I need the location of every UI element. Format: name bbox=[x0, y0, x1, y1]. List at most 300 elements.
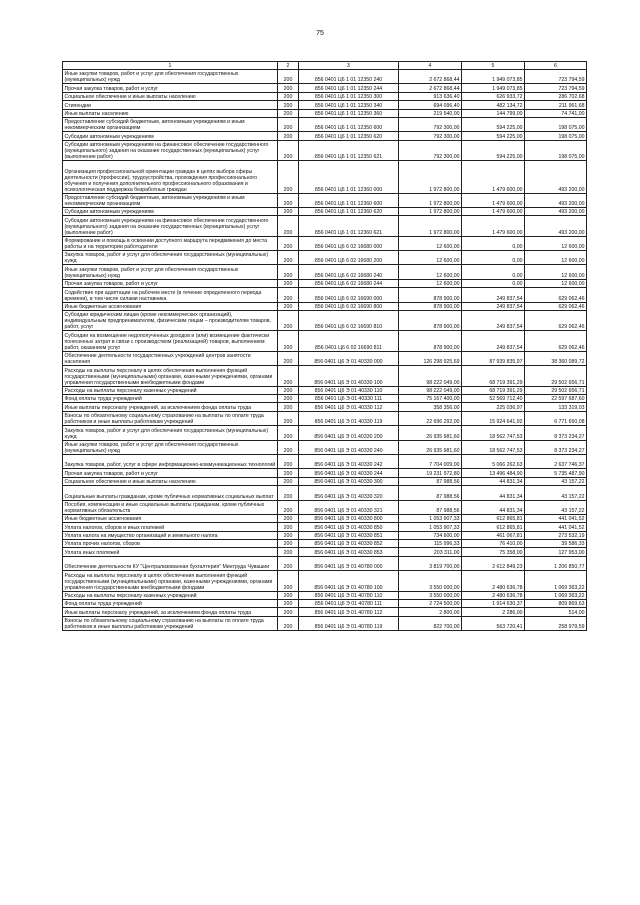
row-line-code: 200 bbox=[278, 140, 299, 160]
row-unexecuted: 629 062,46 bbox=[525, 302, 587, 310]
row-line-code: 200 bbox=[278, 331, 299, 351]
row-budget-code: 856 0401 Ц6 Э 01 40780 111 bbox=[299, 600, 399, 608]
row-unexecuted: 629 062,46 bbox=[525, 331, 587, 351]
row-executed: 1 479 600,00 bbox=[462, 207, 525, 215]
table-row bbox=[63, 109, 587, 117]
row-unexecuted: 1 069 363,22 bbox=[525, 591, 587, 599]
table-row bbox=[63, 351, 587, 365]
row-name: Обеспечение деятельности государственных учреждений центров занятости населения bbox=[63, 351, 278, 365]
table-row bbox=[63, 454, 587, 468]
row-executed: 15 924 641,92 bbox=[462, 411, 525, 425]
row-approved: 75 167 400,00 bbox=[399, 394, 462, 402]
row-line-code: 200 bbox=[278, 302, 299, 310]
row-line-code: 200 bbox=[278, 216, 299, 236]
table-row bbox=[63, 571, 587, 591]
row-name: Закупка товаров, работ и услуг для обеспечения государственных (муниципальных) нужд bbox=[63, 426, 278, 440]
row-executed: 44 831,34 bbox=[462, 500, 525, 514]
table-row bbox=[63, 236, 587, 250]
row-line-code: 200 bbox=[278, 514, 299, 522]
row-executed: 44 831,34 bbox=[462, 477, 525, 485]
row-line-code: 200 bbox=[278, 500, 299, 514]
row-unexecuted: 629 062,46 bbox=[525, 288, 587, 302]
row-unexecuted: 8 373 234,27 bbox=[525, 426, 587, 440]
row-approved: 694 096,40 bbox=[399, 101, 462, 109]
row-executed: 0,00 bbox=[462, 279, 525, 287]
row-line-code: 200 bbox=[278, 426, 299, 440]
row-unexecuted: 29 502 656,71 bbox=[525, 386, 587, 394]
row-executed: 0,00 bbox=[462, 251, 525, 265]
row-approved: 12 600,00 bbox=[399, 251, 462, 265]
table-row bbox=[63, 311, 587, 331]
row-budget-code: 856 0401 Ц6 Э 01 40330 119 bbox=[299, 411, 399, 425]
row-name: Обеспечение деятельности КУ "Централизованная бухгалтерия" Минтруда Чувашии bbox=[63, 556, 278, 570]
row-budget-code: 856 0401 Ц6 1 01 12350 340 bbox=[299, 101, 399, 109]
row-executed: 249 837,54 bbox=[462, 331, 525, 351]
row-unexecuted: 514,00 bbox=[525, 608, 587, 616]
table-row bbox=[63, 193, 587, 207]
row-approved: 792 300,00 bbox=[399, 140, 462, 160]
row-name: Иные выплаты населению bbox=[63, 109, 278, 117]
row-budget-code: 856 0401 Ц6 6 02 16680 240 bbox=[299, 265, 399, 279]
row-budget-code: 856 0401 Ц6 Э 01 40330 853 bbox=[299, 548, 399, 556]
row-approved: 115 996,33 bbox=[399, 540, 462, 548]
row-approved: 1 972 800,00 bbox=[399, 216, 462, 236]
row-unexecuted: 12 600,00 bbox=[525, 236, 587, 250]
row-unexecuted: 29 502 656,71 bbox=[525, 366, 587, 386]
row-approved: 734 600,00 bbox=[399, 531, 462, 539]
row-approved: 792 300,00 bbox=[399, 132, 462, 140]
table-row bbox=[63, 608, 587, 616]
table-row bbox=[63, 84, 587, 92]
col-header-executed: 5 bbox=[462, 62, 525, 70]
row-line-code: 200 bbox=[278, 486, 299, 500]
row-approved: 878 900,00 bbox=[399, 302, 462, 310]
row-line-code: 200 bbox=[278, 540, 299, 548]
row-budget-code: 856 0401 Ц6 Э 01 40780 119 bbox=[299, 616, 399, 630]
row-line-code: 200 bbox=[278, 236, 299, 250]
table-row bbox=[63, 514, 587, 522]
row-budget-code: 856 0401 Ц6 Э 01 40330 244 bbox=[299, 469, 399, 477]
row-name: Социальное обеспечение и иные выплаты населению bbox=[63, 477, 278, 485]
row-budget-code: 856 0401 Ц6 Э 01 40330 100 bbox=[299, 366, 399, 386]
row-approved: 3 550 000,00 bbox=[399, 591, 462, 599]
row-line-code: 200 bbox=[278, 70, 299, 84]
row-approved: 358 356,00 bbox=[399, 403, 462, 411]
row-approved: 1 972 800,00 bbox=[399, 207, 462, 215]
row-executed: 249 837,54 bbox=[462, 311, 525, 331]
row-line-code: 200 bbox=[278, 394, 299, 402]
row-name: Социальное обеспечение и иные выплаты населению bbox=[63, 92, 278, 100]
row-name: Уплата иных платежей bbox=[63, 548, 278, 556]
row-budget-code: 856 0401 Ц6 1 01 12350 620 bbox=[299, 132, 399, 140]
row-approved: 822 700,00 bbox=[399, 616, 462, 630]
row-budget-code: 856 0401 Ц6 6 02 16680 200 bbox=[299, 251, 399, 265]
row-name: Формирование и помощь в освоении доступного маршрута передвижения до места работы и на территории работодателя bbox=[63, 236, 278, 250]
row-line-code: 200 bbox=[278, 616, 299, 630]
row-approved: 12 600,00 bbox=[399, 279, 462, 287]
row-name: Иные закупки товаров, работ и услуг для обеспечения государственных (муниципальных) нужд bbox=[63, 265, 278, 279]
col-header-line-code: 2 bbox=[278, 62, 299, 70]
row-name: Содействие при адаптации на рабочем месте (в течение определенного периода времени), в том числе силами наставника bbox=[63, 288, 278, 302]
row-line-code: 200 bbox=[278, 403, 299, 411]
row-budget-code: 856 0401 Ц6 1 01 12360 621 bbox=[299, 216, 399, 236]
row-unexecuted: 629 062,46 bbox=[525, 311, 587, 331]
row-executed: 1 914 630,37 bbox=[462, 600, 525, 608]
table-row bbox=[63, 394, 587, 402]
row-budget-code: 856 0401 Ц6 Э 01 40780 112 bbox=[299, 608, 399, 616]
row-approved: 1 053 907,33 bbox=[399, 514, 462, 522]
table-row bbox=[63, 386, 587, 394]
row-name: Организация профессиональной ориентации граждан в целях выбора сферы деятельности (профессии), трудоустройства, прохождения профессионального обучения и получения дополнительного профессионального образования и психологическая поддержка безработных граждан bbox=[63, 161, 278, 193]
row-unexecuted: 22 597 687,60 bbox=[525, 394, 587, 402]
row-budget-code: 856 0401 Ц6 Э 01 40330 112 bbox=[299, 403, 399, 411]
row-name: Пособия, компенсации и иные социальные выплаты гражданам, кроме публичных нормативных обязательств bbox=[63, 500, 278, 514]
row-line-code: 200 bbox=[278, 477, 299, 485]
row-approved: 2 724 500,00 bbox=[399, 600, 462, 608]
table-row bbox=[63, 101, 587, 109]
row-unexecuted: 441 041,52 bbox=[525, 523, 587, 531]
table-row bbox=[63, 616, 587, 630]
row-name: Уплата налога на имущество организаций и земельного налога bbox=[63, 531, 278, 539]
row-approved: 203 311,00 bbox=[399, 548, 462, 556]
row-approved: 98 222 049,00 bbox=[399, 386, 462, 394]
row-unexecuted: 127 953,00 bbox=[525, 548, 587, 556]
row-executed: 482 134,72 bbox=[462, 101, 525, 109]
row-approved: 1 972 800,00 bbox=[399, 193, 462, 207]
row-budget-code: 856 0401 Ц6 Э 01 40780 110 bbox=[299, 591, 399, 599]
row-line-code: 200 bbox=[278, 556, 299, 570]
row-name: Субсидии на возмещение недополученных доходов и (или) возмещение фактически понесенных затрат в связи с производством (реализацией) товаров, выполнением работ, оказанием услуг bbox=[63, 331, 278, 351]
col-header-budget-code: 3 bbox=[299, 62, 399, 70]
row-name: Иные закупки товаров, работ и услуг для обеспечения государственных (муниципальных) нужд bbox=[63, 70, 278, 84]
table-row bbox=[63, 531, 587, 539]
row-executed: 1 949 073,85 bbox=[462, 70, 525, 84]
row-unexecuted: 211 961,68 bbox=[525, 101, 587, 109]
row-budget-code: 856 0401 Ц6 1 01 12350 600 bbox=[299, 117, 399, 131]
row-approved: 22 696 292,00 bbox=[399, 411, 462, 425]
table-row bbox=[63, 288, 587, 302]
row-line-code: 200 bbox=[278, 311, 299, 331]
row-unexecuted: 38 360 089,72 bbox=[525, 351, 587, 365]
table-row bbox=[63, 70, 587, 84]
row-unexecuted: 1 206 850,77 bbox=[525, 556, 587, 570]
row-executed: 1 479 600,00 bbox=[462, 161, 525, 193]
row-name: Иные выплаты персоналу учреждений, за исключением фонда оплаты труда bbox=[63, 608, 278, 616]
table-row bbox=[63, 251, 587, 265]
table-row bbox=[63, 207, 587, 215]
row-unexecuted: 2 637 746,37 bbox=[525, 454, 587, 468]
row-executed: 0,00 bbox=[462, 236, 525, 250]
row-approved: 87 988,56 bbox=[399, 477, 462, 485]
row-executed: 18 562 747,53 bbox=[462, 426, 525, 440]
row-approved: 3 550 000,00 bbox=[399, 571, 462, 591]
row-budget-code: 856 0401 Ц6 1 01 12350 360 bbox=[299, 109, 399, 117]
table-row bbox=[63, 411, 587, 425]
table-row bbox=[63, 140, 587, 160]
row-budget-code: 856 0401 Ц6 Э 01 40330 110 bbox=[299, 386, 399, 394]
row-name: Субсидии автономным учреждениям bbox=[63, 132, 278, 140]
row-executed: 626 933,72 bbox=[462, 92, 525, 100]
row-line-code: 200 bbox=[278, 279, 299, 287]
row-unexecuted: 12 600,00 bbox=[525, 279, 587, 287]
row-budget-code: 856 0401 Ц6 1 01 12350 244 bbox=[299, 84, 399, 92]
table-row bbox=[63, 486, 587, 500]
row-budget-code: 856 0401 Ц6 6 02 16690 000 bbox=[299, 288, 399, 302]
row-executed: 2 480 636,78 bbox=[462, 571, 525, 591]
row-line-code: 200 bbox=[278, 411, 299, 425]
table-row bbox=[63, 216, 587, 236]
row-approved: 2 672 868,44 bbox=[399, 84, 462, 92]
table-row bbox=[63, 403, 587, 411]
row-unexecuted: 198 075,00 bbox=[525, 140, 587, 160]
row-executed: 612 865,81 bbox=[462, 514, 525, 522]
row-executed: 0,00 bbox=[462, 265, 525, 279]
row-budget-code: 856 0401 Ц6 Э 01 40330 800 bbox=[299, 514, 399, 522]
row-unexecuted: 258 979,59 bbox=[525, 616, 587, 630]
row-unexecuted: 273 532,19 bbox=[525, 531, 587, 539]
row-approved: 878 900,00 bbox=[399, 311, 462, 331]
row-name: Субсидии автономным учреждениям bbox=[63, 207, 278, 215]
row-line-code: 200 bbox=[278, 469, 299, 477]
row-executed: 249 837,54 bbox=[462, 302, 525, 310]
row-unexecuted: 39 586,33 bbox=[525, 540, 587, 548]
row-executed: 2 480 636,78 bbox=[462, 591, 525, 599]
row-executed: 13 496 484,90 bbox=[462, 469, 525, 477]
row-approved: 2 800,00 bbox=[399, 608, 462, 616]
row-budget-code: 856 0401 Ц6 Э 01 40330 851 bbox=[299, 531, 399, 539]
row-name: Расходы на выплаты персоналу в целях обеспечения выполнения функций государственными (муниципальными) органами, казенными учреждениями, органами управления государственными внебюджетными фондами bbox=[63, 571, 278, 591]
row-approved: 1 972 800,00 bbox=[399, 161, 462, 193]
row-approved: 26 935 981,60 bbox=[399, 440, 462, 454]
table-row bbox=[63, 523, 587, 531]
row-line-code: 200 bbox=[278, 386, 299, 394]
row-line-code: 200 bbox=[278, 440, 299, 454]
table-row bbox=[63, 92, 587, 100]
row-approved: 878 900,00 bbox=[399, 331, 462, 351]
row-executed: 44 831,34 bbox=[462, 486, 525, 500]
row-executed: 225 036,97 bbox=[462, 403, 525, 411]
row-line-code: 200 bbox=[278, 571, 299, 591]
row-name: Уплата налогов, сборов и иных платежей bbox=[63, 523, 278, 531]
row-budget-code: 856 0401 Ц6 Э 01 40330 242 bbox=[299, 454, 399, 468]
row-unexecuted: 1 069 363,22 bbox=[525, 571, 587, 591]
row-approved: 2 672 868,44 bbox=[399, 70, 462, 84]
row-unexecuted: 43 157,22 bbox=[525, 486, 587, 500]
row-budget-code: 856 0401 Ц6 1 01 12350 240 bbox=[299, 70, 399, 84]
row-line-code: 200 bbox=[278, 531, 299, 539]
row-line-code: 200 bbox=[278, 366, 299, 386]
row-unexecuted: 12 600,00 bbox=[525, 251, 587, 265]
row-approved: 87 988,56 bbox=[399, 500, 462, 514]
row-line-code: 200 bbox=[278, 92, 299, 100]
row-executed: 563 720,41 bbox=[462, 616, 525, 630]
row-approved: 913 636,40 bbox=[399, 92, 462, 100]
row-unexecuted: 493 200,00 bbox=[525, 161, 587, 193]
row-unexecuted: 493 200,00 bbox=[525, 207, 587, 215]
col-header-approved: 4 bbox=[399, 62, 462, 70]
row-name: Стипендии bbox=[63, 101, 278, 109]
row-budget-code: 856 0401 Ц6 6 02 16690 811 bbox=[299, 331, 399, 351]
row-budget-code: 856 0401 Ц6 Э 01 40330 321 bbox=[299, 500, 399, 514]
row-name: Фонд оплаты труда учреждений bbox=[63, 600, 278, 608]
row-line-code: 200 bbox=[278, 548, 299, 556]
row-executed: 1 479 600,00 bbox=[462, 193, 525, 207]
row-approved: 12 600,00 bbox=[399, 236, 462, 250]
row-budget-code: 856 0401 Ц6 Э 01 40330 111 bbox=[299, 394, 399, 402]
row-unexecuted: 5 735 487,90 bbox=[525, 469, 587, 477]
row-approved: 792 300,00 bbox=[399, 117, 462, 131]
table-row bbox=[63, 279, 587, 287]
row-unexecuted: 74 741,00 bbox=[525, 109, 587, 117]
row-name: Субсидии юридическим лицам (кроме некоммерческих организаций), индивидуальным предпринимателям, физическим лицам – производителям товаров, работ, услуг bbox=[63, 311, 278, 331]
row-name: Иные выплаты персоналу учреждений, за исключением фонда оплаты труда bbox=[63, 403, 278, 411]
row-budget-code: 856 0401 Ц6 Э 01 40330 000 bbox=[299, 351, 399, 365]
row-approved: 98 222 049,00 bbox=[399, 366, 462, 386]
row-unexecuted: 723 794,59 bbox=[525, 84, 587, 92]
row-budget-code: 856 0401 Ц6 6 02 16690 810 bbox=[299, 311, 399, 331]
row-executed: 76 410,00 bbox=[462, 540, 525, 548]
row-budget-code: 856 0401 Ц6 Э 01 40330 300 bbox=[299, 477, 399, 485]
row-budget-code: 856 0401 Ц6 Э 01 40330 852 bbox=[299, 540, 399, 548]
row-line-code: 200 bbox=[278, 109, 299, 117]
header-row bbox=[63, 62, 587, 70]
table-row bbox=[63, 477, 587, 485]
row-executed: 594 225,00 bbox=[462, 132, 525, 140]
row-name: Иные бюджетные ассигнования bbox=[63, 302, 278, 310]
row-budget-code: 856 0401 Ц6 1 01 12360 000 bbox=[299, 161, 399, 193]
row-line-code: 200 bbox=[278, 207, 299, 215]
row-executed: 249 837,54 bbox=[462, 288, 525, 302]
row-line-code: 200 bbox=[278, 193, 299, 207]
row-unexecuted: 133 319,03 bbox=[525, 403, 587, 411]
table-row bbox=[63, 331, 587, 351]
row-name: Субсидии автономным учреждениям на финансовое обеспечение государственного (муниципального) задания на оказание государственных (муниципальных) услуг (выполнение работ) bbox=[63, 216, 278, 236]
table-row bbox=[63, 500, 587, 514]
row-executed: 68 719 391,29 bbox=[462, 366, 525, 386]
row-name: Уплата прочих налогов, сборов bbox=[63, 540, 278, 548]
row-unexecuted: 441 041,52 bbox=[525, 514, 587, 522]
row-name: Иные закупки товаров, работ и услуг для обеспечения государственных (муниципальных) нужд bbox=[63, 440, 278, 454]
col-header-unexecuted: 6 bbox=[525, 62, 587, 70]
row-budget-code: 856 0401 Ц6 6 02 16680 000 bbox=[299, 236, 399, 250]
row-name: Расходы на выплаты персоналу в целях обеспечения выполнения функций государственными (муниципальными) органами, казенными учреждениями, органами управления государственными внебюджетными фондами bbox=[63, 366, 278, 386]
row-name: Взносы по обязательному социальному страхованию на выплаты по оплате труда работников и иные выплаты работникам учреждений bbox=[63, 411, 278, 425]
row-executed: 75 358,00 bbox=[462, 548, 525, 556]
row-name: Предоставление субсидий бюджетным, автономным учреждениям и иным некоммерческим организациям bbox=[63, 117, 278, 131]
table-row bbox=[63, 600, 587, 608]
row-approved: 12 600,00 bbox=[399, 265, 462, 279]
row-budget-code: 856 0401 Ц6 1 01 12350 621 bbox=[299, 140, 399, 160]
row-name: Субсидии автономным учреждениям на финансовое обеспечение государственного (муниципального) задания на оказание государственных (муниципальных) услуг (выполнение работ) bbox=[63, 140, 278, 160]
row-unexecuted: 43 157,22 bbox=[525, 477, 587, 485]
row-executed: 2 286,00 bbox=[462, 608, 525, 616]
table-row bbox=[63, 440, 587, 454]
table-row bbox=[63, 265, 587, 279]
row-budget-code: 856 0401 Ц6 Э 01 40330 240 bbox=[299, 440, 399, 454]
row-name: Закупка товаров, работ, услуг в сфере информационно-коммуникационных технологий bbox=[63, 454, 278, 468]
row-approved: 26 935 981,60 bbox=[399, 426, 462, 440]
row-unexecuted: 493 200,00 bbox=[525, 193, 587, 207]
row-executed: 68 719 391,29 bbox=[462, 386, 525, 394]
table-row bbox=[63, 161, 587, 193]
row-line-code: 200 bbox=[278, 251, 299, 265]
row-unexecuted: 723 794,59 bbox=[525, 70, 587, 84]
row-budget-code: 856 0401 Ц6 Э 01 40330 850 bbox=[299, 523, 399, 531]
row-budget-code: 856 0401 Ц6 Э 01 40780 100 bbox=[299, 571, 399, 591]
table-row bbox=[63, 591, 587, 599]
row-approved: 126 298 925,69 bbox=[399, 351, 462, 365]
row-line-code: 200 bbox=[278, 288, 299, 302]
row-budget-code: 856 0401 Ц6 Э 01 40330 320 bbox=[299, 486, 399, 500]
table-row bbox=[63, 426, 587, 440]
row-budget-code: 856 0401 Ц6 1 01 12350 300 bbox=[299, 92, 399, 100]
table-row bbox=[63, 548, 587, 556]
row-unexecuted: 198 075,00 bbox=[525, 132, 587, 140]
row-name: Фонд оплаты труда учреждений bbox=[63, 394, 278, 402]
row-name: Предоставление субсидий бюджетным, автономным учреждениям и иным некоммерческим организациям bbox=[63, 193, 278, 207]
row-unexecuted: 8 373 234,27 bbox=[525, 440, 587, 454]
row-executed: 18 562 747,53 bbox=[462, 440, 525, 454]
row-line-code: 200 bbox=[278, 101, 299, 109]
row-line-code: 200 bbox=[278, 523, 299, 531]
row-line-code: 200 bbox=[278, 454, 299, 468]
row-name: Социальные выплаты гражданам, кроме публичных нормативных социальных выплат bbox=[63, 486, 278, 500]
row-budget-code: 856 0401 Ц6 6 02 16690 800 bbox=[299, 302, 399, 310]
table-row bbox=[63, 469, 587, 477]
row-line-code: 200 bbox=[278, 351, 299, 365]
row-name: Прочая закупка товаров, работ и услуг bbox=[63, 279, 278, 287]
row-executed: 52 569 712,40 bbox=[462, 394, 525, 402]
row-executed: 1 479 600,00 bbox=[462, 216, 525, 236]
row-unexecuted: 6 771 650,08 bbox=[525, 411, 587, 425]
budget-table bbox=[62, 61, 587, 631]
row-approved: 87 988,56 bbox=[399, 486, 462, 500]
row-approved: 878 900,00 bbox=[399, 288, 462, 302]
row-executed: 1 949 073,85 bbox=[462, 84, 525, 92]
row-name: Расходы на выплаты персоналу казенных учреждений bbox=[63, 386, 278, 394]
table-row bbox=[63, 132, 587, 140]
row-executed: 612 865,81 bbox=[462, 523, 525, 531]
row-line-code: 200 bbox=[278, 161, 299, 193]
row-executed: 2 612 849,23 bbox=[462, 556, 525, 570]
row-name: Прочая закупка товаров, работ и услуг bbox=[63, 84, 278, 92]
table-row bbox=[63, 117, 587, 131]
row-executed: 461 067,81 bbox=[462, 531, 525, 539]
row-name: Иные бюджетные ассигнования bbox=[63, 514, 278, 522]
row-executed: 594 225,00 bbox=[462, 117, 525, 131]
table-row bbox=[63, 540, 587, 548]
row-approved: 7 704 009,00 bbox=[399, 454, 462, 468]
row-executed: 144 799,00 bbox=[462, 109, 525, 117]
row-approved: 1 053 907,33 bbox=[399, 523, 462, 531]
row-executed: 87 939 835,97 bbox=[462, 351, 525, 365]
table-row bbox=[63, 366, 587, 386]
row-unexecuted: 12 600,00 bbox=[525, 265, 587, 279]
row-unexecuted: 286 702,68 bbox=[525, 92, 587, 100]
row-line-code: 200 bbox=[278, 265, 299, 279]
page-number: 75 bbox=[316, 30, 324, 37]
col-header-name: 1 bbox=[63, 62, 278, 70]
row-executed: 594 225,00 bbox=[462, 140, 525, 160]
row-name: Взносы по обязательному социальному страхованию на выплаты по оплате труда работников и иные выплаты работникам учреждений bbox=[63, 616, 278, 630]
row-unexecuted: 198 075,00 bbox=[525, 117, 587, 131]
row-line-code: 200 bbox=[278, 117, 299, 131]
row-budget-code: 856 0401 Ц6 6 02 16680 244 bbox=[299, 279, 399, 287]
row-name: Прочая закупка товаров, работ и услуг bbox=[63, 469, 278, 477]
row-unexecuted: 809 869,63 bbox=[525, 600, 587, 608]
table-row bbox=[63, 302, 587, 310]
row-budget-code: 856 0401 Ц6 Э 01 40330 200 bbox=[299, 426, 399, 440]
